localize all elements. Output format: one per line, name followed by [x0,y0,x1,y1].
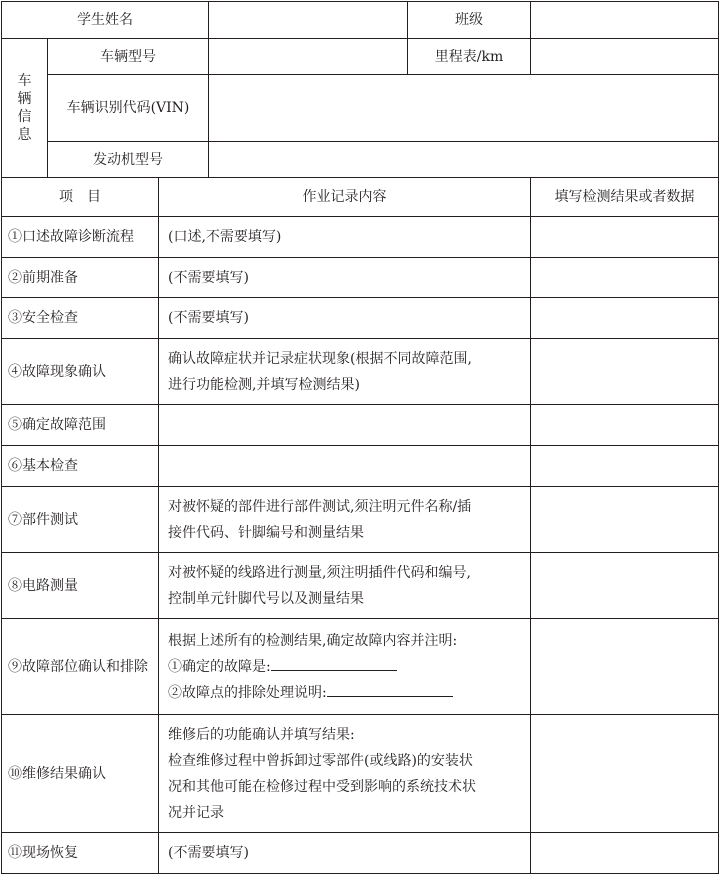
row-content[interactable] [159,405,531,446]
row-item-label: ⑧电路测量 [2,553,159,619]
class-field[interactable] [531,2,719,39]
row-content [159,487,531,553]
odometer-field[interactable] [531,39,719,75]
fix-blank[interactable] [327,680,453,697]
row-content[interactable] [159,446,531,487]
content-line: 对被怀疑的线路进行测量,须注明插件代码和编号, [168,564,471,581]
table-row [2,405,719,446]
vehicle-model-label: 车辆型号 [48,39,209,75]
column-header-row [2,178,719,217]
row-item-label: ①口述故障诊断流程 [2,217,159,258]
content-line: 进行功能检测,并填写检测结果) [168,376,360,393]
row-content [159,298,531,339]
row-result-field[interactable] [531,298,719,339]
row-result-field[interactable] [531,619,719,715]
row-result-field[interactable] [531,553,719,619]
content-line: 控制单元针脚代号以及测量结果 [168,590,364,607]
content-line: 根据上述所有的检测结果,确定故障内容并注明: [168,632,458,649]
vehicle-info-label [2,39,48,178]
vehicle-info-char: 息 [17,127,32,143]
row-result-field[interactable] [531,715,719,833]
row-result-field[interactable] [531,339,719,405]
row-content [159,217,531,258]
row-item-label: ④故障现象确认 [2,339,159,405]
col-header-result: 填写检测结果或者数据 [531,178,719,217]
table-row [2,833,719,874]
col-header-content: 作业记录内容 [159,178,531,217]
fault-confirm-line [168,654,522,680]
fill-label: ①确定的故障是: [168,658,271,675]
row-content [159,619,531,715]
table-row [2,446,719,487]
fill-label: ②故障点的排除处理说明: [168,684,327,701]
vin-label: 车辆识别代码(VIN) [48,75,209,142]
student-name-field[interactable] [209,2,408,39]
vehicle-info-char: 信 [17,109,32,125]
table-row [2,715,719,833]
row-content [159,715,531,833]
work-record-table [1,177,719,874]
row-content [159,339,531,405]
vehicle-info-char: 车 [17,73,32,89]
content-line: 维修后的功能确认并填写结果: [168,726,355,743]
row-item-label: ⑨故障部位确认和排除 [2,619,159,715]
content-line: 接件代码、针脚编号和测量结果 [168,524,364,541]
student-vehicle-info-table [1,1,719,178]
content-line: (不需要填写) [168,310,249,326]
content-line: 况并记录 [168,804,224,821]
engine-model-label: 发动机型号 [48,142,209,178]
engine-model-field[interactable] [209,142,719,178]
content-line: 况和其他可能在检修过程中受到影响的系统技术状 [168,778,476,795]
table-row [2,258,719,298]
content-line: (口述,不需要填写) [168,229,282,245]
vin-field[interactable] [209,75,719,142]
row-item-label: ⑤确定故障范围 [2,405,159,446]
vehicle-model-field[interactable] [209,39,408,75]
table-row [2,487,719,553]
table-row [2,553,719,619]
row-result-field[interactable] [531,446,719,487]
row-result-field[interactable] [531,833,719,874]
table-row [2,217,719,258]
odometer-label: 里程表/km [408,39,531,75]
row-result-field[interactable] [531,487,719,553]
content-line: (不需要填写) [168,845,249,861]
content-line: 对被怀疑的部件进行部件测试,须注明元件名称/插 [168,498,472,515]
row-item-label: ⑩维修结果确认 [2,715,159,833]
table-row [2,339,719,405]
row-content [159,258,531,298]
row-content [159,553,531,619]
row-result-field[interactable] [531,217,719,258]
table-row [2,619,719,715]
content-line: (不需要填写) [168,269,249,286]
col-header-item: 项 目 [2,178,159,217]
content-line: 确认故障症状并记录症状现象(根据不同故障范围, [168,350,472,367]
fault-fix-line [168,680,522,706]
student-name-label: 学生姓名 [2,2,209,39]
content-line: 检查维修过程中曾拆卸过零部件(或线路)的安装状 [168,752,473,769]
vehicle-info-char: 辆 [17,91,32,107]
fault-blank[interactable] [271,654,397,671]
row-result-field[interactable] [531,258,719,298]
row-item-label: ②前期准备 [2,258,159,298]
row-item-label: ⑥基本检查 [2,446,159,487]
row-content [159,833,531,874]
table-row [2,298,719,339]
row-item-label: ⑦部件测试 [2,487,159,553]
row-item-label: ⑪现场恢复 [2,833,159,874]
row-result-field[interactable] [531,405,719,446]
row-item-label: ③安全检查 [2,298,159,339]
class-label: 班级 [408,2,531,39]
